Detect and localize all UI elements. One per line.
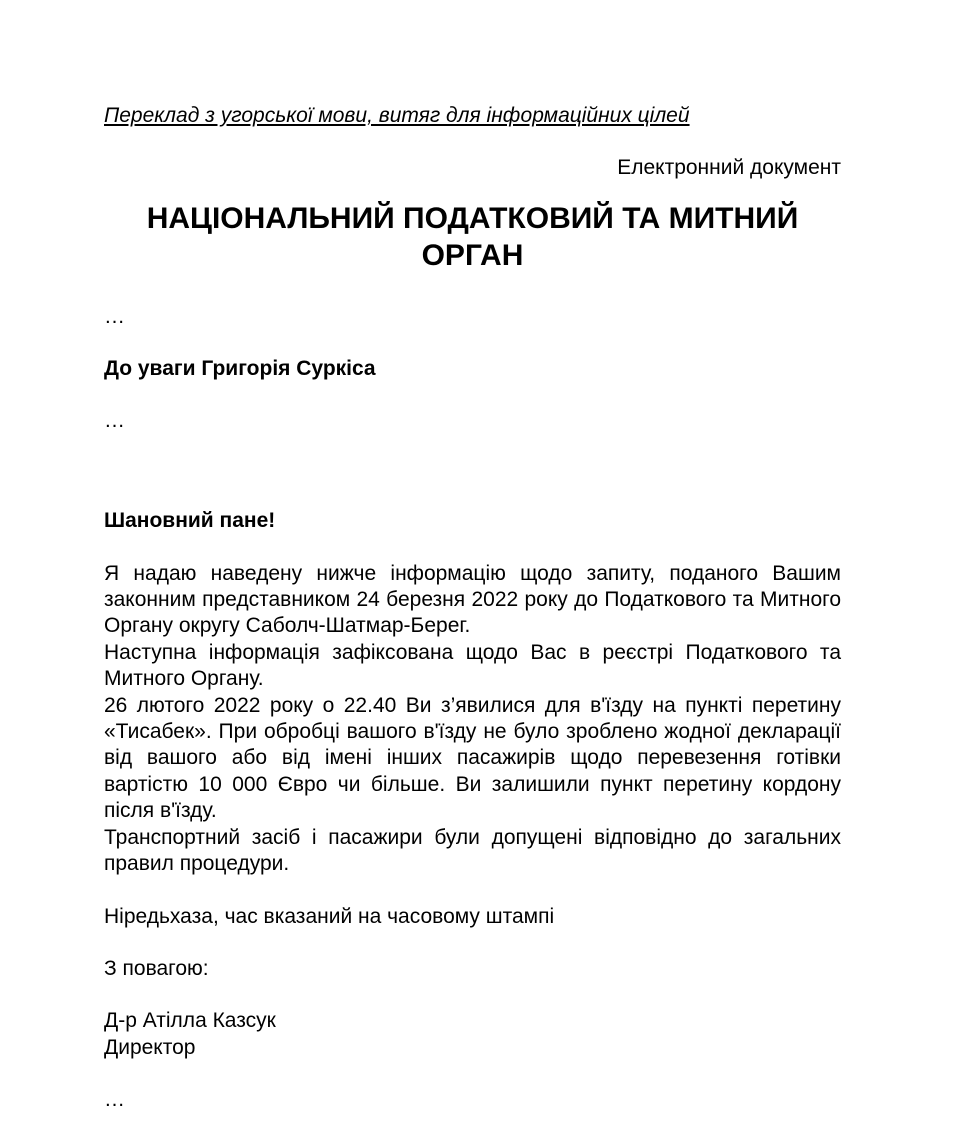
signer-title: Директор [104,1035,196,1059]
omission-mark: … [104,409,125,433]
body-paragraph: 26 лютого 2022 року о 22.40 Ви з’явилися для в'їзду на пункті перетину «Тисабек». При обробці вашого в'їзду не було зроблено жодної декларації від вашого або від імені інших пасажирів щодо перевезення готівки вартістю 10 000 Євро чи більше. Ви залишили пункт перетину кордону після в'їзду. [104,693,841,823]
signature-block [104,1008,841,1061]
signer-name: Д-р Атілла Казсук [104,1009,276,1033]
translation-note: Переклад з угорської мови, витяг для інформаційних цілей [104,104,690,127]
place-and-time: Ніредьхаза, час вказаний на часовому штампі [104,904,555,928]
document-body [104,103,841,1113]
body-paragraph: Наступна інформація зафіксована щодо Вас в реєстрі Податкового та Митного Органу. [104,640,841,691]
authority-title-line2: ОРГАН [421,238,524,272]
omission-mark: … [104,1088,125,1112]
authority-title-line1: НАЦІОНАЛЬНИЙ ПОДАТКОВИЙ ТА МИТНИЙ [146,201,799,235]
document-type: Електронний документ [617,156,841,180]
letter-body [104,561,841,878]
authority-title [104,200,841,274]
omission-mark: … [104,304,125,328]
body-paragraph: Транспортний засіб і пасажири були допущені відповідно до загальних правил процедури. [104,825,841,876]
salutation: Шановний пане! [104,509,276,533]
body-paragraph: Я надаю наведену нижче інформацію щодо запиту, поданого Вашим законним представником 24 березня 2022 року до Податкового та Митного Органу округу Саболч-Шатмар-Берег. [104,561,841,638]
addressee-line: До уваги Григорія Суркіса [104,356,376,380]
closing-regards: З повагою: [104,956,209,980]
